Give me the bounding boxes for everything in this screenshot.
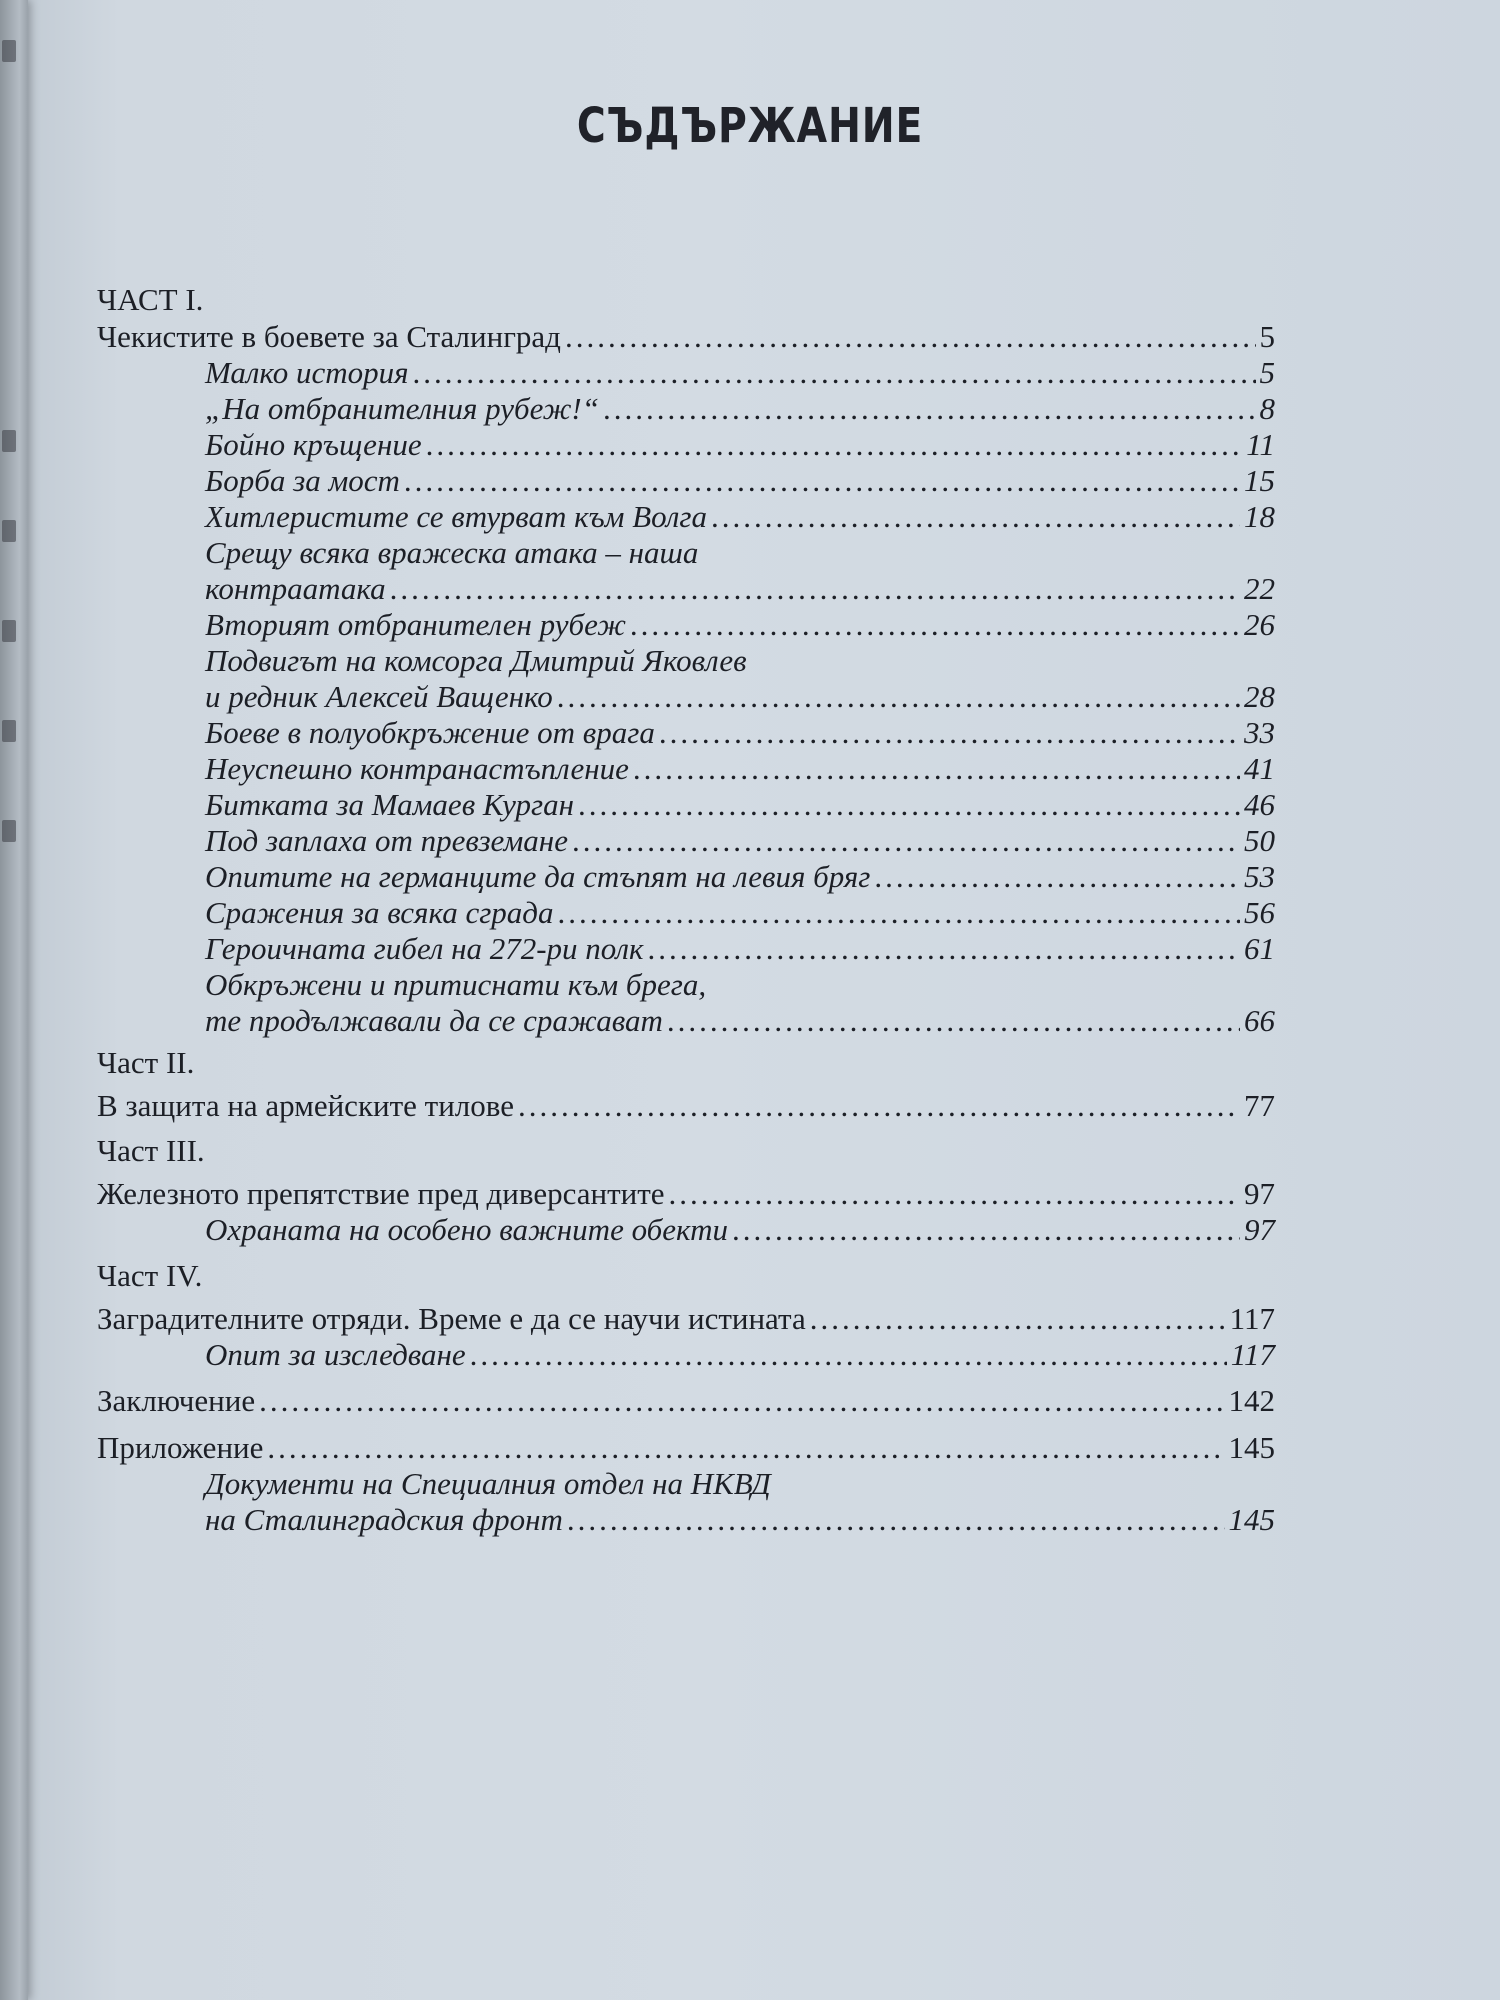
dot-leader	[648, 930, 1240, 968]
spine-letter-mark	[2, 820, 16, 842]
entry-title: Документи на Специалния отдел на НКВД	[205, 1466, 771, 1501]
page-number: 28	[1244, 679, 1275, 714]
entry-title: Борба за мост	[205, 463, 400, 498]
toc-section-entry	[205, 678, 1275, 716]
toc-section-entry	[205, 930, 1275, 968]
entry-title: Опит за изследване	[205, 1337, 466, 1372]
spine-letter-mark	[2, 720, 16, 742]
dot-leader	[669, 1175, 1240, 1213]
adjacent-page-edge	[0, 0, 28, 2000]
dot-leader	[390, 570, 1240, 608]
entry-title: Вторият отбранителен рубеж	[205, 607, 626, 642]
entry-title: Част IV.	[97, 1258, 203, 1293]
toc-section-entry	[205, 1211, 1275, 1249]
toc-chapter-entry	[97, 1429, 1275, 1467]
toc-section-entry	[205, 858, 1275, 896]
entry-title: Под заплаха от превземане	[205, 823, 568, 858]
entry-title: Неуспешно контранастъпление	[205, 751, 629, 786]
entry-title: Заградителните отряди. Време е да се научи истината	[97, 1301, 806, 1336]
dot-leader	[413, 354, 1256, 392]
page-number: 97	[1244, 1176, 1275, 1211]
page-number: 5	[1259, 355, 1275, 390]
page-number: 33	[1244, 715, 1275, 750]
dot-leader	[557, 678, 1240, 716]
dot-leader	[267, 1429, 1224, 1467]
page-number: 117	[1229, 1301, 1275, 1336]
page-number: 8	[1259, 391, 1275, 426]
toc-section-entry	[205, 1501, 1275, 1539]
dot-leader	[711, 498, 1240, 536]
page-title: СЪДЪРЖАНИЕ	[576, 98, 924, 154]
toc-section-entry	[205, 390, 1275, 428]
entry-title: ЧАСТ I.	[97, 282, 204, 317]
toc-section-entry	[205, 570, 1275, 608]
dot-leader	[578, 786, 1240, 824]
toc-section-entry	[205, 498, 1275, 536]
entry-title: те продължавали да се сражават	[205, 1003, 663, 1038]
entry-title: и редник Алексей Ващенко	[205, 679, 553, 714]
dot-leader	[404, 462, 1240, 500]
page-number: 50	[1244, 823, 1275, 858]
dot-leader	[518, 1087, 1240, 1125]
entry-title: Боеве в полуобкръжение от врага	[205, 715, 655, 750]
page-number: 46	[1244, 787, 1275, 822]
spine-letter-mark	[2, 40, 16, 62]
page-number: 142	[1228, 1383, 1275, 1418]
page-number: 22	[1244, 571, 1275, 606]
entry-title: Героичната гибел на 272-ри полк	[205, 931, 644, 966]
entry-title: „На отбранителния рубеж!“	[205, 391, 599, 426]
toc-chapter-entry	[97, 1300, 1275, 1338]
entry-title: Сражения за всяка сграда	[205, 895, 554, 930]
page-number: 11	[1246, 427, 1275, 462]
toc-section-entry	[205, 894, 1275, 932]
toc-section-entry	[205, 822, 1275, 860]
dot-leader	[630, 606, 1240, 644]
toc-chapter-entry	[97, 1382, 1275, 1420]
page-number: 97	[1244, 1212, 1275, 1247]
entry-title: Срещу всяка вражеска атака – наша	[205, 535, 699, 570]
toc-section-entry	[205, 714, 1275, 752]
entry-title: В защита на армейските тилове	[97, 1088, 514, 1123]
toc-section-entry	[205, 426, 1275, 464]
toc-section-entry	[205, 750, 1275, 788]
toc-part-heading	[97, 281, 203, 319]
dot-leader	[470, 1336, 1227, 1374]
toc-chapter-entry	[97, 1175, 1275, 1213]
entry-title: Заключение	[97, 1383, 256, 1418]
page-number: 26	[1244, 607, 1275, 642]
page-number: 18	[1244, 499, 1275, 534]
entry-title: Железното препятствие пред диверсантите	[97, 1176, 665, 1211]
toc-section-entry	[205, 786, 1275, 824]
page-number: 117	[1230, 1337, 1275, 1372]
page-number: 53	[1244, 859, 1275, 894]
dot-leader	[259, 1382, 1224, 1420]
toc-chapter-entry	[97, 318, 1275, 356]
dot-leader	[557, 894, 1240, 932]
page-number: 5	[1259, 319, 1275, 354]
toc-section-entry	[205, 354, 1275, 392]
entry-title: Част III.	[97, 1133, 205, 1168]
dot-leader	[633, 750, 1240, 788]
toc-section-entry	[205, 966, 1275, 1004]
spine-letter-mark	[2, 520, 16, 542]
toc-section-entry	[205, 1465, 1275, 1503]
entry-title: Бойно кръщение	[205, 427, 422, 462]
entry-title: Чекистите в боевете за Сталинград	[97, 319, 561, 354]
page-number: 66	[1244, 1003, 1275, 1038]
toc-part-heading	[97, 1132, 205, 1170]
dot-leader	[732, 1211, 1240, 1249]
spine-letter-mark	[2, 620, 16, 642]
entry-title: на Сталинградския фронт	[205, 1502, 563, 1537]
page-number: 61	[1244, 931, 1275, 966]
toc-section-entry	[205, 642, 1275, 680]
dot-leader	[874, 858, 1240, 896]
page-number: 41	[1244, 751, 1275, 786]
dot-leader	[565, 318, 1256, 356]
page-number: 145	[1228, 1502, 1275, 1537]
toc-part-heading	[97, 1044, 194, 1082]
dot-leader	[572, 822, 1240, 860]
entry-title: Част II.	[97, 1045, 195, 1080]
dot-leader	[603, 390, 1256, 428]
spine-letter-mark	[2, 430, 16, 452]
entry-title: Приложение	[97, 1430, 264, 1465]
toc-section-entry	[205, 462, 1275, 500]
toc-part-heading	[97, 1257, 202, 1295]
toc-section-entry	[205, 606, 1275, 644]
page-number: 56	[1244, 895, 1275, 930]
page-number: 145	[1228, 1430, 1275, 1465]
page-number: 15	[1244, 463, 1275, 498]
dot-leader	[659, 714, 1240, 752]
toc-section-entry	[205, 534, 1275, 572]
page-number: 77	[1244, 1088, 1275, 1123]
entry-title: Битката за Мамаев Курган	[205, 787, 574, 822]
dot-leader	[567, 1501, 1225, 1539]
entry-title: Хитлеристите се втурват към Волга	[205, 499, 707, 534]
dot-leader	[426, 426, 1243, 464]
dot-leader	[810, 1300, 1226, 1338]
entry-title: Малко история	[205, 355, 409, 390]
entry-title: Опитите на германците да стъпят на левия бряг	[205, 859, 871, 894]
toc-chapter-entry	[97, 1087, 1275, 1125]
dot-leader	[667, 1002, 1240, 1040]
toc-section-entry	[205, 1336, 1275, 1374]
entry-title: контраатака	[205, 571, 386, 606]
entry-title: Подвигът на комсорга Дмитрий Яковлев	[205, 643, 747, 678]
toc-section-entry	[205, 1002, 1275, 1040]
entry-title: Обкръжени и притиснати към брега,	[205, 967, 707, 1002]
entry-title: Охраната на особено важните обекти	[205, 1212, 729, 1247]
